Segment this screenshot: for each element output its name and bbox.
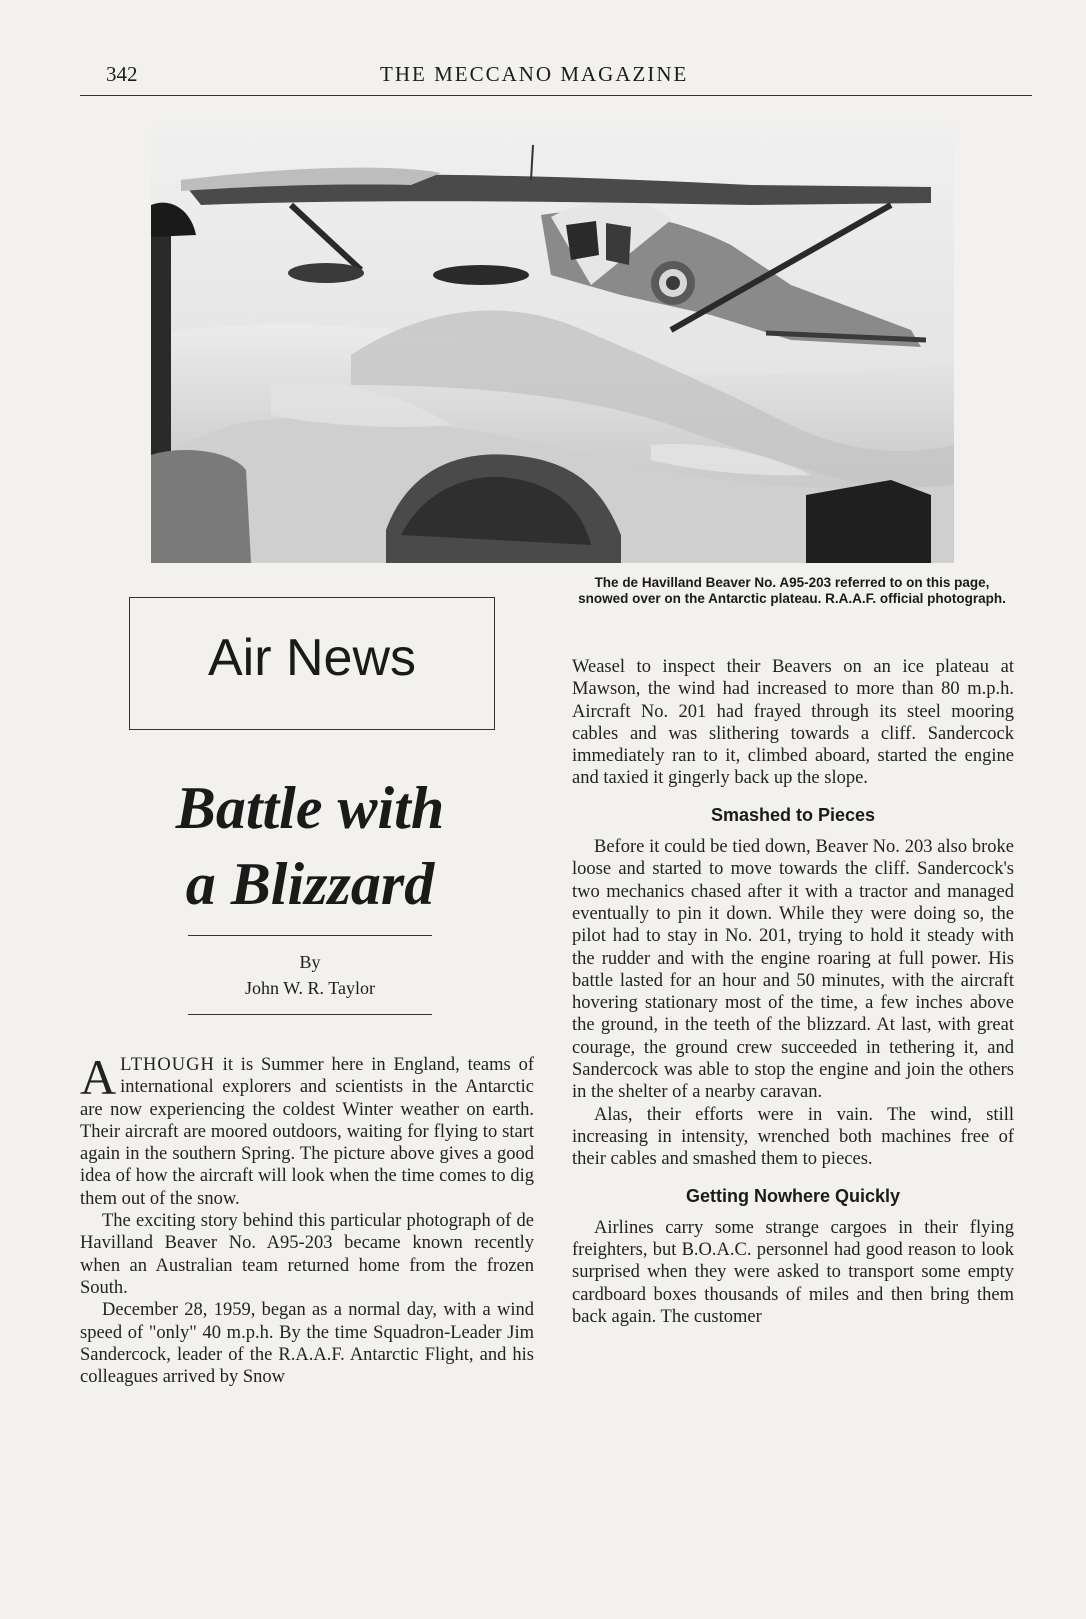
section-label: Air News <box>207 629 417 687</box>
intro-paragraph <box>80 1049 534 1210</box>
left-column <box>80 1049 534 1388</box>
paragraph-3: December 28, 1959, began as a normal day, with a wind speed of "only" 40 m.p.h. By the time Squadron-Leader Jim Sandercock, leader of the R.A.A.F. Antarctic Flight, and his colleagues arrived by Snow <box>80 1300 534 1388</box>
byline-rule-bottom <box>188 1014 432 1015</box>
right-paragraph-2: Before it could be tied down, Beaver No. 203 also broke loose and started to move towards the cliff. Sandercock's two mechanics chased after it with a tractor and managed eventually to pin it down. While they were doing so, the pilot had to stay in No. 201, trying to hold it steady with the rudder and with the engine roaring at full power. His battle lasted for an hour and 50 minutes, with the aircraft hovering stationary most of the time, a few inches above the ground, in the teeth of the blizzard. At last, with great courage, the ground crew succeeded in tethering it, and Sandercock was able to stop the engine and join the others in the shelter of a nearby caravan. <box>572 837 1014 1103</box>
right-paragraph-3: Alas, their efforts were in vain. The wind, still increasing in intensity, wrenched both machines free of their cables and smashed them to pieces. <box>572 1104 1014 1170</box>
intro-caps: LTHOUGH <box>120 1055 215 1075</box>
intro-text: it is Summer here in England, teams of international explorers and scientists in the Antarctic are now experiencing the coldest Winter weather on earth. Their aircraft are moored outdoors, waiting for flying to start again in the southern Spring. The picture above gives a good idea of how the aircraft will look when the time comes to dig them out of the snow. <box>80 1055 534 1209</box>
article-title <box>120 770 500 922</box>
header-rule <box>80 95 1032 96</box>
byline-author: John W. R. Taylor <box>245 978 375 998</box>
subhead-getting-nowhere: Getting Nowhere Quickly <box>685 1185 901 1206</box>
subhead-smashed: Smashed to Pieces <box>710 804 876 825</box>
running-title: THE MECCANO MAGAZINE <box>380 62 689 86</box>
section-box <box>129 597 495 730</box>
paragraph-2: The exciting story behind this particular photograph of de Havilland Beaver No. A95-203 became known recently when an Australian team returned home from the frozen South. <box>80 1211 534 1298</box>
byline-rule-top <box>188 935 432 936</box>
title-line-1: Battle with <box>175 775 445 841</box>
right-paragraph-1: Weasel to inspect their Beavers on an ice plateau at Mawson, the wind had increased to more than 80 m.p.h. Aircraft No. 201 had frayed through its steel mooring cables and was slithering towards a cliff. Sandercock immediately ran to it, climbed aboard, started the engine and taxied it gingerly back up the slope. <box>572 657 1014 789</box>
drop-cap: A <box>80 1049 117 1105</box>
snowed-aircraft-photo-icon <box>151 125 954 563</box>
aircraft-photo <box>151 125 954 563</box>
byline-by: By <box>299 952 321 972</box>
right-column <box>572 656 1014 1328</box>
title-line-2: a Blizzard <box>185 851 435 917</box>
photo-caption: The de Havilland Beaver No. A95-203 referred to on this page, snowed over on the Antarctic plateau. R.A.A.F. official photograph. <box>578 575 1006 606</box>
right-paragraph-4: Airlines carry some strange cargoes in their flying freighters, but B.O.A.C. personnel had good reason to look surprised when they were asked to transport some empty cardboard boxes thousands of miles and then bring them back again. The customer <box>572 1217 1014 1328</box>
page-number: 342 <box>106 62 138 86</box>
